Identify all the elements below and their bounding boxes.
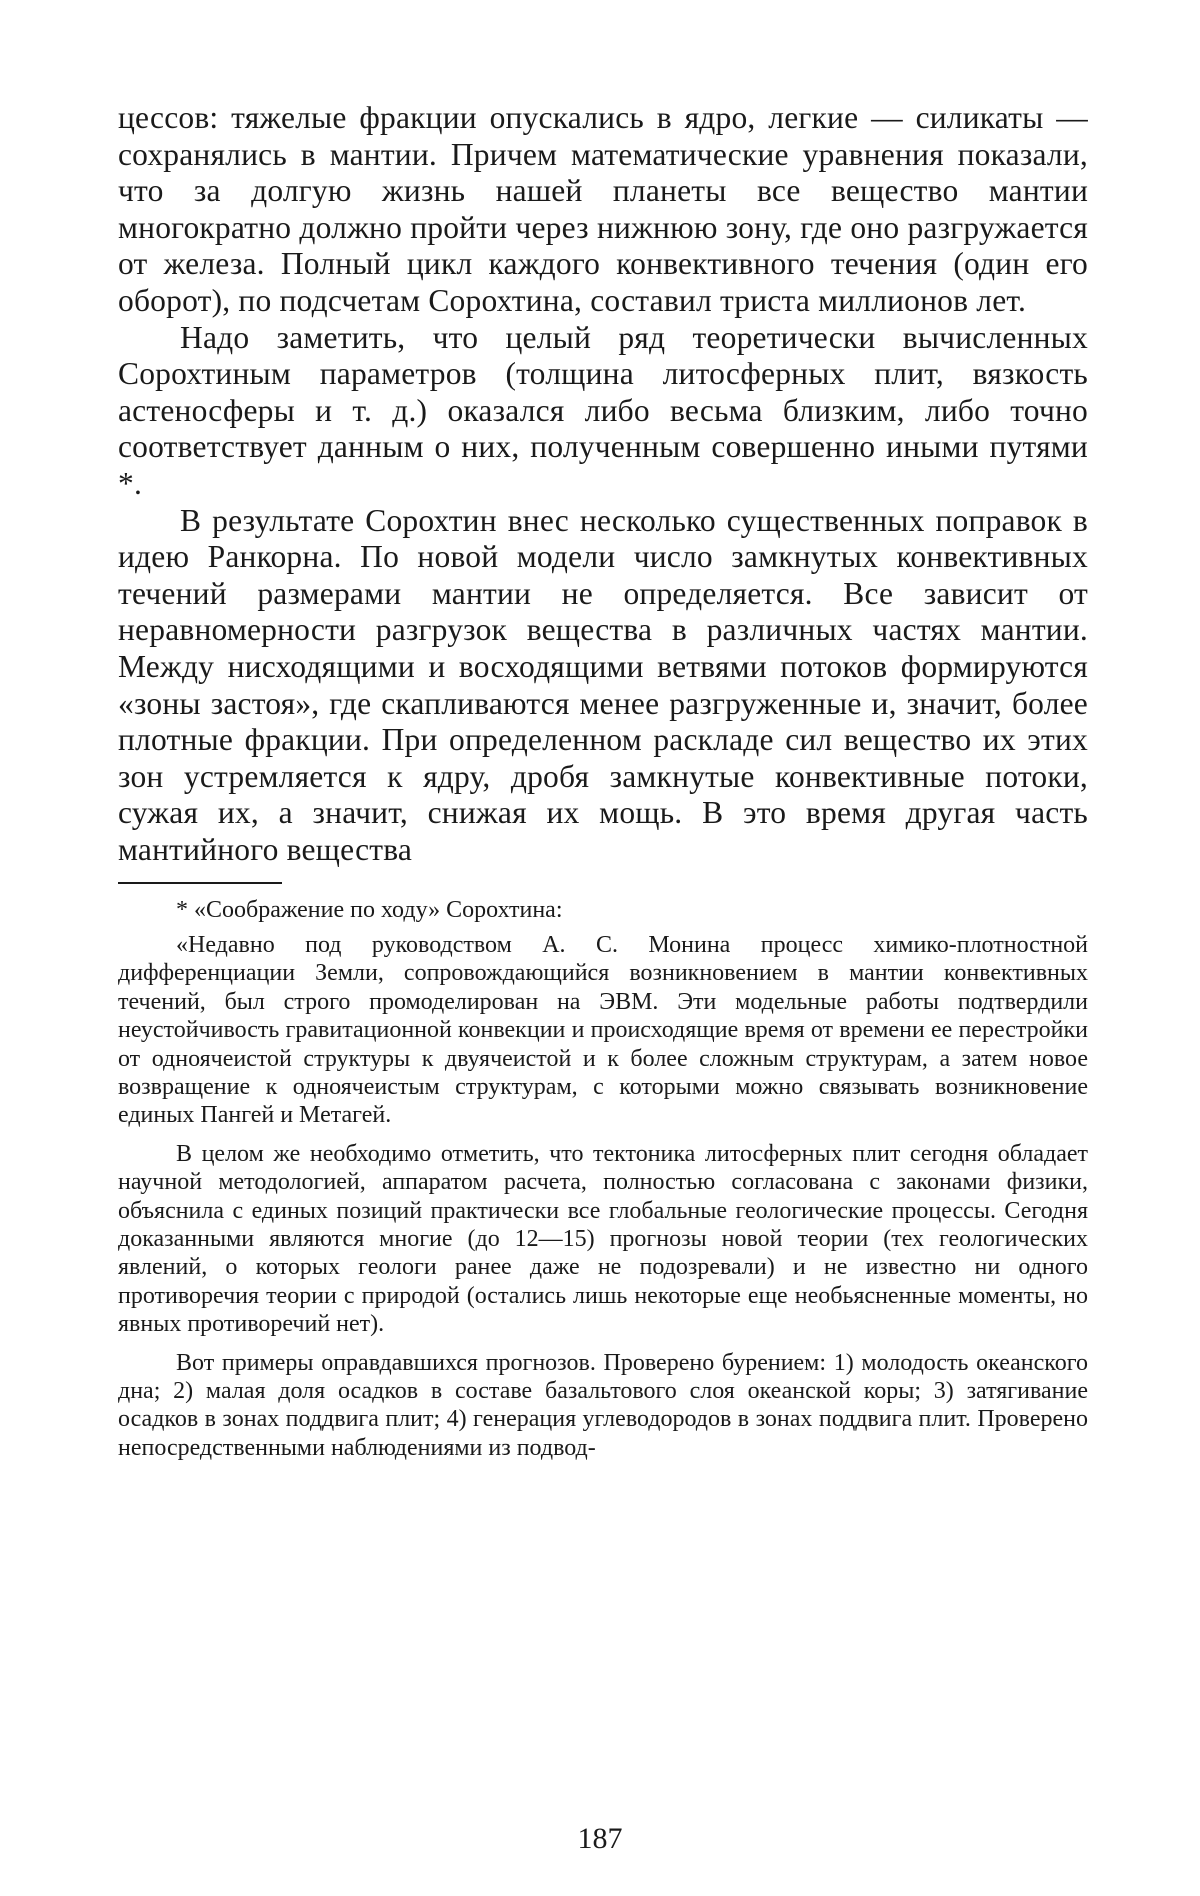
footnote (118, 896, 1088, 1462)
footnote-paragraph-2: В целом же необходимо отметить, что тектоника литосферных плит сегодня обладает научной методологией, аппаратом расчета, полностью согласована с законами физики, объяснила с единых позиций практически все глобальные геологические процессы. Сегодня доказанными являются многие (до 12—15) прогнозы новой теории (тех геологических явлений, о которых геологи ранее даже не подозревали) и не известно ни одного противоречия теории с природой (остались лишь некоторые еще необьясненные моменты, но явных противоречий нет). (118, 1140, 1088, 1339)
footnote-paragraph-3: Вот примеры оправдавшихся прогнозов. Проверено бурением: 1) молодость океанского дна; 2) малая доля осадков в составе базальтового слоя океанской коры; 3) затягивание осадков в зонах поддвига плит; 4) генерация углеводородов в зонах поддвига плит. Проверено непосредственными наблюдениями из подвод- (118, 1349, 1088, 1463)
book-page (0, 0, 1200, 1896)
main-text (118, 100, 1088, 868)
footnote-paragraph-1: «Недавно под руководством А. С. Монина процесс химико-плотностной дифференциации Земли, сопровождающийся возникновением в мантии конвективных течений, был строго промоделирован на ЭВМ. Эти модельные работы подтвердили неустойчивость гравитационной конвекции и происходящие время от времени ее перестройки от одноячеистой структуры к двуячеистой и к более сложным структурам, а затем новое возвращение к одноячеистым структурам, с которыми можно связывать возникновение единых Пангей и Метагей. (118, 931, 1088, 1130)
footnote-divider (118, 882, 282, 884)
page-number: 187 (0, 1822, 1200, 1856)
paragraph-1: цессов: тяжелые фракции опускались в ядро, легкие — силикаты — сохранялись в мантии. Причем математические уравнения показали, что за долгую жизнь нашей планеты все вещество мантии многократно должно пройти через нижнюю зону, где оно разгружается от железа. Полный цикл каждого конвективного течения (один его оборот), по подсчетам Сорохтина, составил триста миллионов лет. (118, 100, 1088, 320)
paragraph-3: В результате Сорохтин внес несколько существенных поправок в идею Ранкорна. По новой модели число замкнутых конвективных течений размерами мантии не определяется. Все зависит от неравномерности разгрузок вещества в различных частях мантии. Между нисходящими и восходящими ветвями потоков формируются «зоны застоя», где скапливаются менее разгруженные и, значит, более плотные фракции. При определенном раскладе сил вещество их этих зон устремляется к ядру, дробя замкнутые конвективные потоки, сужая их, а значит, снижая их мощь. В это время другая часть мантийного вещества (118, 503, 1088, 869)
footnote-heading: * «Соображение по ходу» Сорохтина: (118, 896, 1088, 924)
paragraph-2: Надо заметить, что целый ряд теоретически вычисленных Сорохтиным параметров (толщина литосферных плит, вязкость астеносферы и т. д.) оказался либо весьма близким, либо точно соответствует данным о них, полученным совершенно иными путями *. (118, 320, 1088, 503)
